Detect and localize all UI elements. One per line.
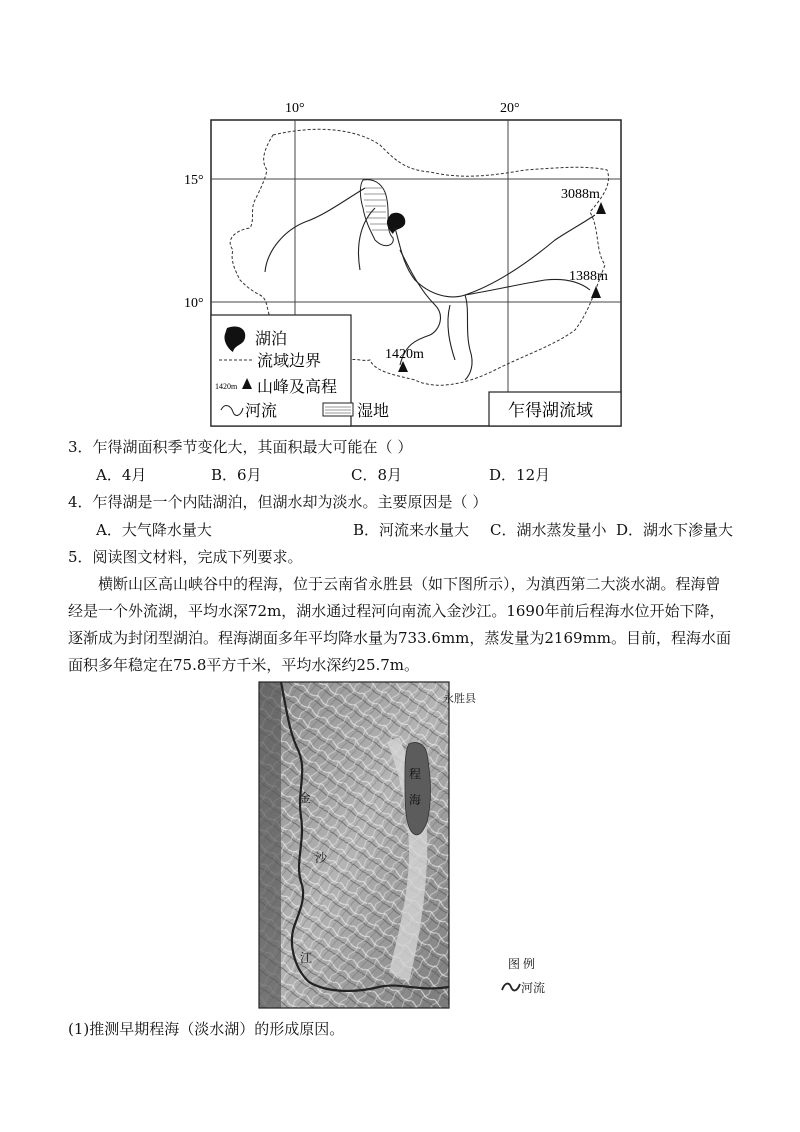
lat-label-15: 15° xyxy=(184,173,204,188)
lon-label-10: 10° xyxy=(285,101,305,116)
lake-label-cheng: 程 xyxy=(409,767,422,781)
lake-label-hai: 海 xyxy=(409,793,422,807)
question-4-stem: 4．乍得湖是一个内陆湖泊，但湖水却为淡水。主要原因是（ ） xyxy=(68,493,488,511)
peak-3088-icon xyxy=(596,202,606,214)
q3-option-c[interactable]: C．8月 xyxy=(351,466,403,484)
legend-river-label: 河流 xyxy=(245,403,278,420)
river-se xyxy=(448,305,455,360)
q4-option-a[interactable]: A．大气降水量大 xyxy=(96,521,212,539)
legend-boundary-label: 流域边界 xyxy=(257,353,322,370)
map2-legend-river-icon xyxy=(500,980,522,994)
lat-label-10: 10° xyxy=(184,296,204,311)
county-label: 永胜县 xyxy=(443,693,476,705)
river-label-sha: 沙 xyxy=(315,851,328,865)
legend-peak-label: 山峰及高程 xyxy=(257,379,338,396)
peak-1388-icon xyxy=(591,286,601,298)
lake-chad-map xyxy=(184,90,635,430)
river-label-jin: 金 xyxy=(299,791,312,805)
question-5-stem: 5．阅读图文材料，完成下列要求。 xyxy=(68,548,303,566)
q4-option-d[interactable]: D．湖水下渗量大 xyxy=(616,521,734,539)
peak-label-3088: 3088m xyxy=(561,187,600,202)
peak-1420-icon xyxy=(398,361,408,372)
wetland xyxy=(360,180,393,246)
peak-label-1420: 1420m xyxy=(385,347,424,362)
river-south xyxy=(465,295,472,380)
peak-label-1388: 1388m xyxy=(569,269,608,284)
q3-option-d[interactable]: D．12月 xyxy=(489,466,551,484)
map2-legend-river-label: 河流 xyxy=(521,981,546,995)
question-3-stem: 3．乍得湖面积季节变化大，其面积最大可能在（ ） xyxy=(68,438,413,456)
legend-wetland-icon xyxy=(323,403,353,416)
question-5-sub1: (1)推测早期程海（淡水湖）的形成原因。 xyxy=(68,1020,345,1038)
map2-legend-title: 图 例 xyxy=(508,957,536,971)
legend-wetland-label: 湿地 xyxy=(357,403,390,420)
q4-option-c[interactable]: C．湖水蒸发量小 xyxy=(490,521,607,539)
q3-option-a[interactable]: A．4月 xyxy=(96,466,147,484)
river-north xyxy=(265,188,365,272)
q4-option-b[interactable]: B．河流来水量大 xyxy=(353,521,470,539)
q3-option-b[interactable]: B．6月 xyxy=(211,466,262,484)
river-main xyxy=(395,215,595,297)
chenghai-lake xyxy=(405,742,430,834)
lon-label-20: 20° xyxy=(500,101,520,116)
map-title: 乍得湖流域 xyxy=(508,401,593,420)
question-5-paragraph: 横断山区高山峡谷中的程海，位于云南省永胜县（如下图所示），为滇西第二大淡水湖。程海曾经是一个外流湖，平均水深72m，湖水通过程河向南流入金沙江。1690年前后程海水位开始下降，逐渐成为封闭型湖泊。程海湖面多年平均降水量为733.6mm，蒸发量为2169mm。目前，程海水面面积多年稳定在75.8平方千米，平均水深约25.7m。 xyxy=(68,575,732,674)
legend-peak-sample: 1420m xyxy=(215,382,238,391)
river-label-jiang: 江 xyxy=(300,951,313,965)
legend-lake-label: 湖泊 xyxy=(255,331,288,348)
